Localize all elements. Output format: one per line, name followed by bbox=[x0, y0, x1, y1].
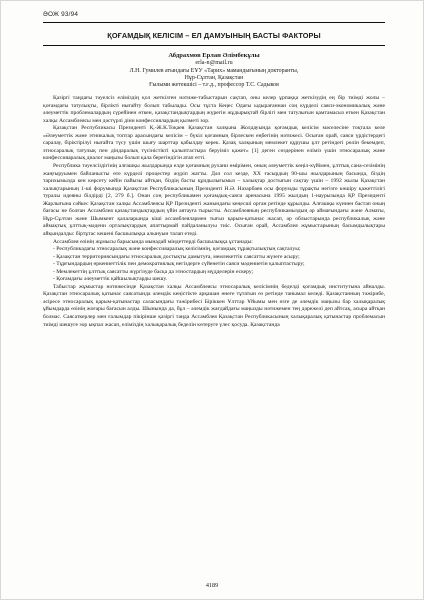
list-item: - Республикадағы этносаралық және конфессияаралық келісімнің, қоғамдық тұрақтылықтың сақталуы; bbox=[53, 246, 301, 253]
author-name: Абдрахмов Ерлан Әлімбекұлы bbox=[168, 52, 260, 59]
article-title: ҚОҒАМДЫҚ КЕЛІСІМ – ЕЛ ДАМУЫНЫҢ БАСТЫ ФАКТОРЫ bbox=[107, 31, 321, 40]
author-affiliation: Л.Н. Гумилев атындағы ЕҰУ «Тарих» мамандығының докторанты, bbox=[129, 67, 299, 74]
body-paragraph: Қазіргі таңдағы тәуелсіз еліміздің қол жеткізген нәтиже-табыстарын сақтап, оны келер ұрпаққа жеткізудің ең бір тиімді жолы – қоғамдағы татулықты, бірлікті нығайту болып табылады. Осы тұста Кеңес Одағы ыдырағаннан соң күрделі саяси-экономикалық және әлеуметтік проблемалардың сүрейінен өткен, қазақстандықтардың жүрегін жұдырықтай бірлігі мен татулығын қамтамасыз еткен Қазақстан халқы Ассамблеясы мен дәстүрлі діни конфессиялардың қызметі зор. bbox=[43, 95, 385, 124]
scientific-supervisor: Ғылыми жетекшісі – т.ғ.д., профессор Т.С. Садыков bbox=[149, 81, 279, 88]
body-paragraph: Республика тәуелсіздігінің алғашқы жылдарында елде қоғамның рухани өмірімен, оның әлеуметтік көңіл-күйімен, ұлттық сана-сезімінің жаңғыруымен байланысты өте күрделі процестер жүріп жатты. Дәл сол кезде, ХХ ғасырдың 90-шы жылдарының басында, біздің тарихымызда кен көрсету кейін пайызы айтқан, біздің басты құндылығымыз – халықтар достығын сақтау үшін – 1992 жылы Қазақстан халықтарының 1-ші форумында Қазақстан Республикасының Президенті Н.Ә. Назарбаев осы форумды тұрақты негізге көшіру қажеттілігі туралы идеяны білдірді [2, 279 б.]. Онан соң республикамен қоғамдық-саяси аренасына 1995 жылдың 1-наурызында ҚР Президенті Жарлығына сәйкес Қазақстан халқы Ассамблеясы ҚР Президенті жанындағы кеңесші орган ретінде құрылды. Алғашқы күннен бастап оның бағасы не болған Ассамблея қазақстандықтардың үйін аятауға тырысты. Ассамблеяның республикамыздың әр аймағындағы және Алматы, Нұр-Сұлтан және Шымкент қалаларында кіші ассамблеялармен тығыз қарым-қатынас жасап, әр облыстарында республикалық және аймақтық ұлттық-мәдени орталықтардың апаттырмай пайдаланылуы тиіс. Осыған орай, Ассамблея жұмыстарының басымдылықтары айқындалды: біртұтас кешені басшылыққа алынуын талап етеді. bbox=[43, 163, 385, 237]
list-item: - Мемлекеттің ұлттық саясатты жүргізуде басқа да этностардың мүдделерін ескеру; bbox=[53, 268, 254, 275]
list-item: - Қоғамдағы әлеуметтік қайшылықтарды шешу. bbox=[53, 276, 168, 283]
body-paragraph: Табыстар жұмыстар нәтижесінде Қазақстан халқы Ассамблеясы этносаралық келісімнің беделді қоғамдық институтына айналды. Қазақстан этносаралық қатынас саясатында әлемдік кеңістікте арқашан өнеге тұтатын өз ретінде танымал келеді. Қазақстанның тәжірибе, әсіресе этносаралық қарым-қатынастар саласындағы тәжірибесі Біріккен Ұлттар Ұйымы мен өзге де әлемдік маңызы бар халықаралық ұйымдарда өзінің жоғары бағасын алды. Шынында да, бұл – әлемдік жағдайдағы маңызды нәтижемен тең дәрежелі деп айтсақ, асыра айтқан болмас. Саясаткерлер мен ғалымдар пікірінше қазіргі таңда Ассамблея Қазақстан Республикасының халықаралық қатынастар проблемасын тиімді шешуге зор ықпал жасап, еліміздің халықаралық беделін көтеруге үлес қосуда. Қазақстанда bbox=[43, 283, 385, 328]
author-email: erla-n@mail.ru bbox=[195, 60, 233, 66]
author-location: Нұр-Сұлтан, Қазақстан bbox=[184, 74, 244, 81]
list-item: - Тұрғындардың өркениеттілік пен демократиялық негіздерге сүйенетін саяси мәдениетін қалыптастыру; bbox=[53, 261, 305, 268]
article-body bbox=[43, 95, 385, 329]
body-paragraph: Ассамблея өзінің жұмысы барысында мынадай міндеттерді басшылыққа ұстанады: bbox=[53, 238, 253, 245]
body-paragraph: Қазақстан Республикасы Президенті Қ.-Ж.К.Тоқаев Қазақстан халқына Жолдауында қоғамдық келісім мәселесіне тоқтала келе «Әлеуметтік және этникалық топтар арасындағы келісім – бүкіл қоғамның бірлескен еңбегінің нәтижесі. Осыған орай, саяси үрдістердегі саралау, біріктірілуі нығайта түсу үшін шығу шарттар қабылдау керек. Қазақ халқының мемлекет құрушы ұлт ретіндегі рөлін бекемдеп, этносаралық татулық пен діндаралық түсіністікті қалыптастыра беруіміз қажет» [1] деген сөздерінен еліміз үшін этносаралық және конфессияаралық диалог маңызы болып қала беретіндігін атап өтті. bbox=[43, 125, 385, 162]
list-item: - Қазақстан территориясындағы этносаралық достықты дамытуға, мемлекеттік саясатты жүзеге асыру; bbox=[53, 253, 300, 260]
title-box bbox=[43, 22, 385, 46]
page-number: 4189 bbox=[205, 582, 219, 589]
udc-code: ӘОЖ 93/94 bbox=[43, 11, 79, 18]
